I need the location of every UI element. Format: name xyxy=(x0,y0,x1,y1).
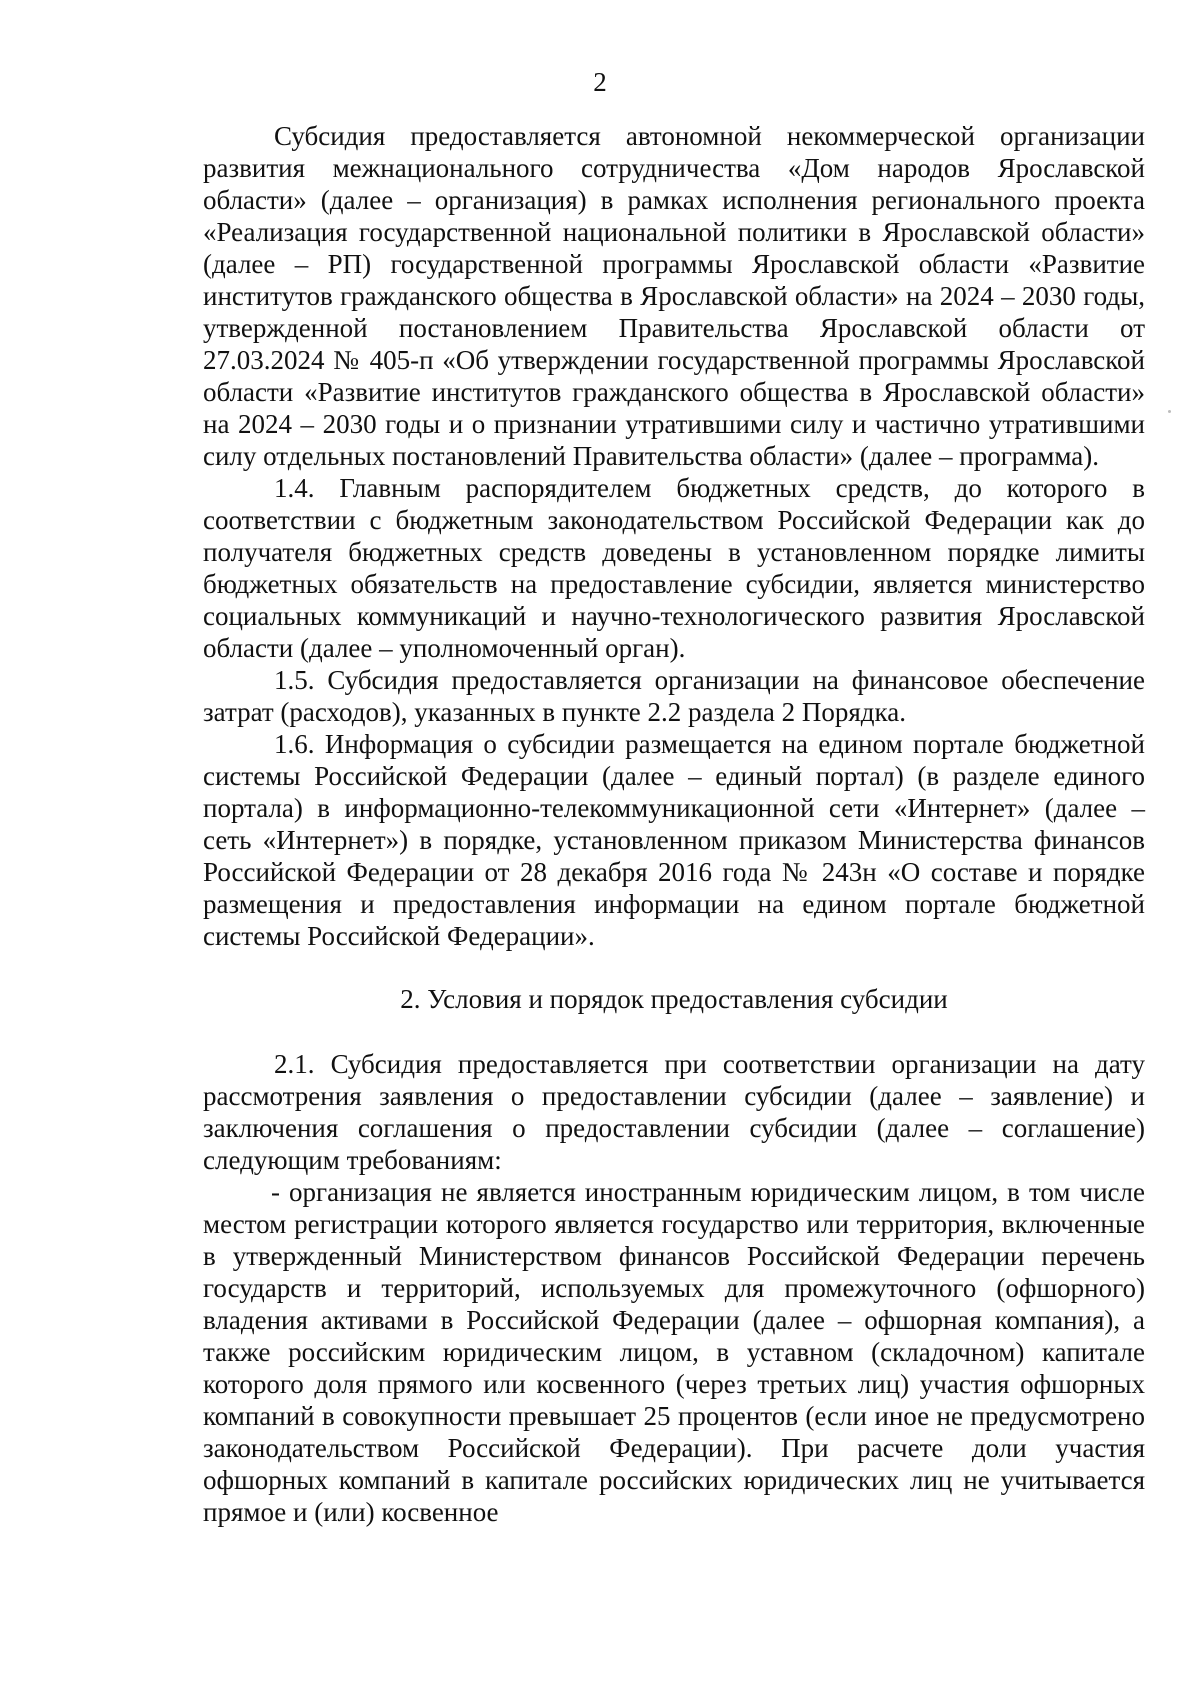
page-number: 2 xyxy=(593,67,607,97)
paragraph-2-1: 2.1. Субсидия предоставляется при соответствии организации на дату рассмотрения заявления о предоставлении субсидии (далее – заявление) и заключения соглашения о предоставлении субсидии (далее – соглашение) следующим требованиям: xyxy=(203,1049,1145,1175)
paragraph-1-6: 1.6. Информация о субсидии размещается на едином портале бюджетной системы Российской Федерации (далее – единый портал) (в разделе единого портала) в информационно-телекоммуникационной сети «Интернет» (далее – сеть «Интернет») в порядке, установленном приказом Министерства финансов Российской Федерации от 28 декабря 2016 года № 243н «О составе и порядке размещения и предоставления информации на едином портале бюджетной системы Российской Федерации». xyxy=(203,729,1145,951)
paragraph-1-4: 1.4. Главным распорядителем бюджетных средств, до которого в соответствии с бюджетным законодательством Российской Федерации как до получателя бюджетных средств доведены в установленном порядке лимиты бюджетных обязательств на предоставление субсидии, является министерство социальных коммуникаций и научно-технологического развития Ярославской области (далее – уполномоченный орган). xyxy=(203,473,1145,663)
paragraph-1-5: 1.5. Субсидия предоставляется организации на финансовое обеспечение затрат (расходов), указанных в пункте 2.2 раздела 2 Порядка. xyxy=(203,665,1145,727)
section-2-heading: 2. Условия и порядок предоставления субсидии xyxy=(400,984,948,1014)
paragraph-subsidy-intro: Субсидия предоставляется автономной некоммерческой организации развития межнационального сотрудничества «Дом народов Ярославской области» (далее – организация) в рамках исполнения регионального проекта «Реализация государственной национальной политики в Ярославской области» (далее – РП) государственной программы Ярославской области «Развитие институтов гражданского общества в Ярославской области» на 2024 – 2030 годы, утвержденной постановлением Правительства Ярославской области от 27.03.2024 № 405-п «Об утверждении государственной программы Ярославской области «Развитие институтов гражданского общества в Ярославской области» на 2024 – 2030 годы и о признании утратившими силу и частично утратившими силу отдельных постановлений Правительства области» (далее – программа). xyxy=(203,121,1145,471)
document-body xyxy=(203,120,1145,1528)
scan-artifact xyxy=(1168,410,1171,413)
paragraph-requirement-offshore: - организация не является иностранным юридическим лицом, в том числе местом регистрации которого является государство или территория, включенные в утвержденный Министерством финансов Российской Федерации перечень государств и территорий, используемых для промежуточного (офшорного) владения активами в Российской Федерации (далее – офшорная компания), а также российским юридическим лицом, в уставном (складочном) капитале которого доля прямого или косвенного (через третьих лиц) участия офшорных компаний в совокупности превышает 25 процентов (если иное не предусмотрено законодательством Российской Федерации). При расчете доли участия офшорных компаний в капитале российских юридических лиц не учитывается прямое и (или) косвенное xyxy=(203,1177,1145,1527)
